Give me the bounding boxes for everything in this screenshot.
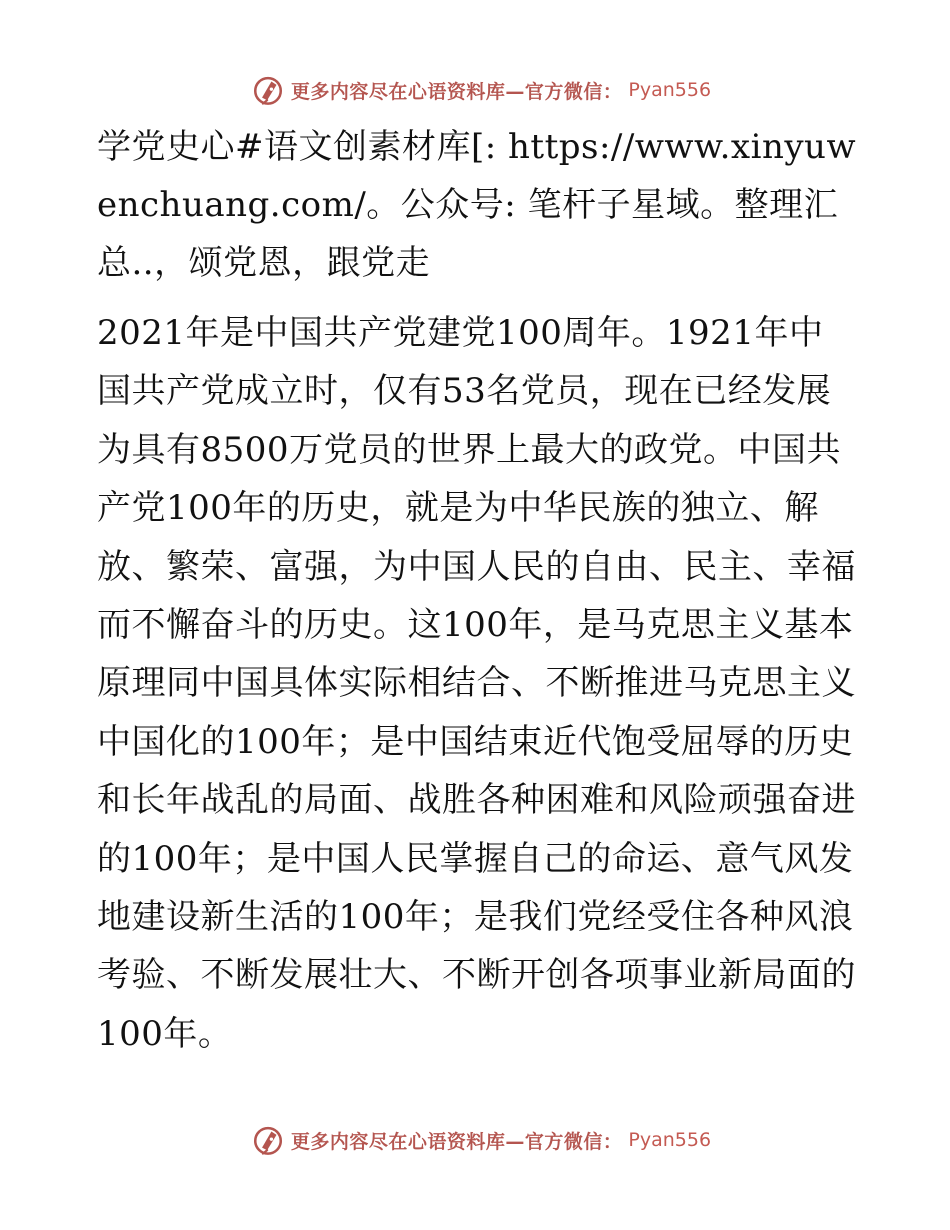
- header-banner-text: 更多内容尽在心语资料库—官方微信：: [290, 80, 623, 103]
- footer-wechat-id: Pyan556: [628, 1129, 712, 1151]
- header-wechat-id: Pyan556: [628, 79, 712, 101]
- main-paragraph: 2021年是中国共产党建党100周年。1921年中国共产党成立时，仅有53名党员，现在已经发展为具有8500万党员的世界上最大的政党。中国共产党100年的历史，就是为中华民族的独立、解放、繁荣、富强，为中国人民的自由、民主、幸福而不懈奋斗的历史。这100年，是马克思主义基本原理同中国具体实际相结合、不断推进马克思主义中国化的100年；是中国结束近代饱受屈辱的历史和长年战乱的局面、战胜各种困难和风险顽强奋进的100年；是中国人民掌握自己的命运、意气风发地建设新生活的100年；是我们党经受住各种风浪考验、不断发展壮大、不断开创各项事业新局面的100年。: [97, 313, 856, 1054]
- footer-banner: [0, 1118, 950, 1162]
- footer-banner-content: [251, 1123, 711, 1157]
- header-banner: [0, 68, 950, 112]
- intro-paragraph: 学党史心#语文创素材库[: https://www.xinyuwenchuang.com/。公众号: 笔杆子星域。整理汇总..，颂党恩，跟党走: [97, 127, 857, 283]
- document-body: [97, 118, 857, 1063]
- pen-nib-logo-icon: [251, 73, 285, 107]
- footer-banner-text: 更多内容尽在心语资料库—官方微信：: [290, 1130, 623, 1153]
- header-banner-content: [251, 73, 711, 107]
- pen-nib-logo-icon: [251, 1123, 285, 1157]
